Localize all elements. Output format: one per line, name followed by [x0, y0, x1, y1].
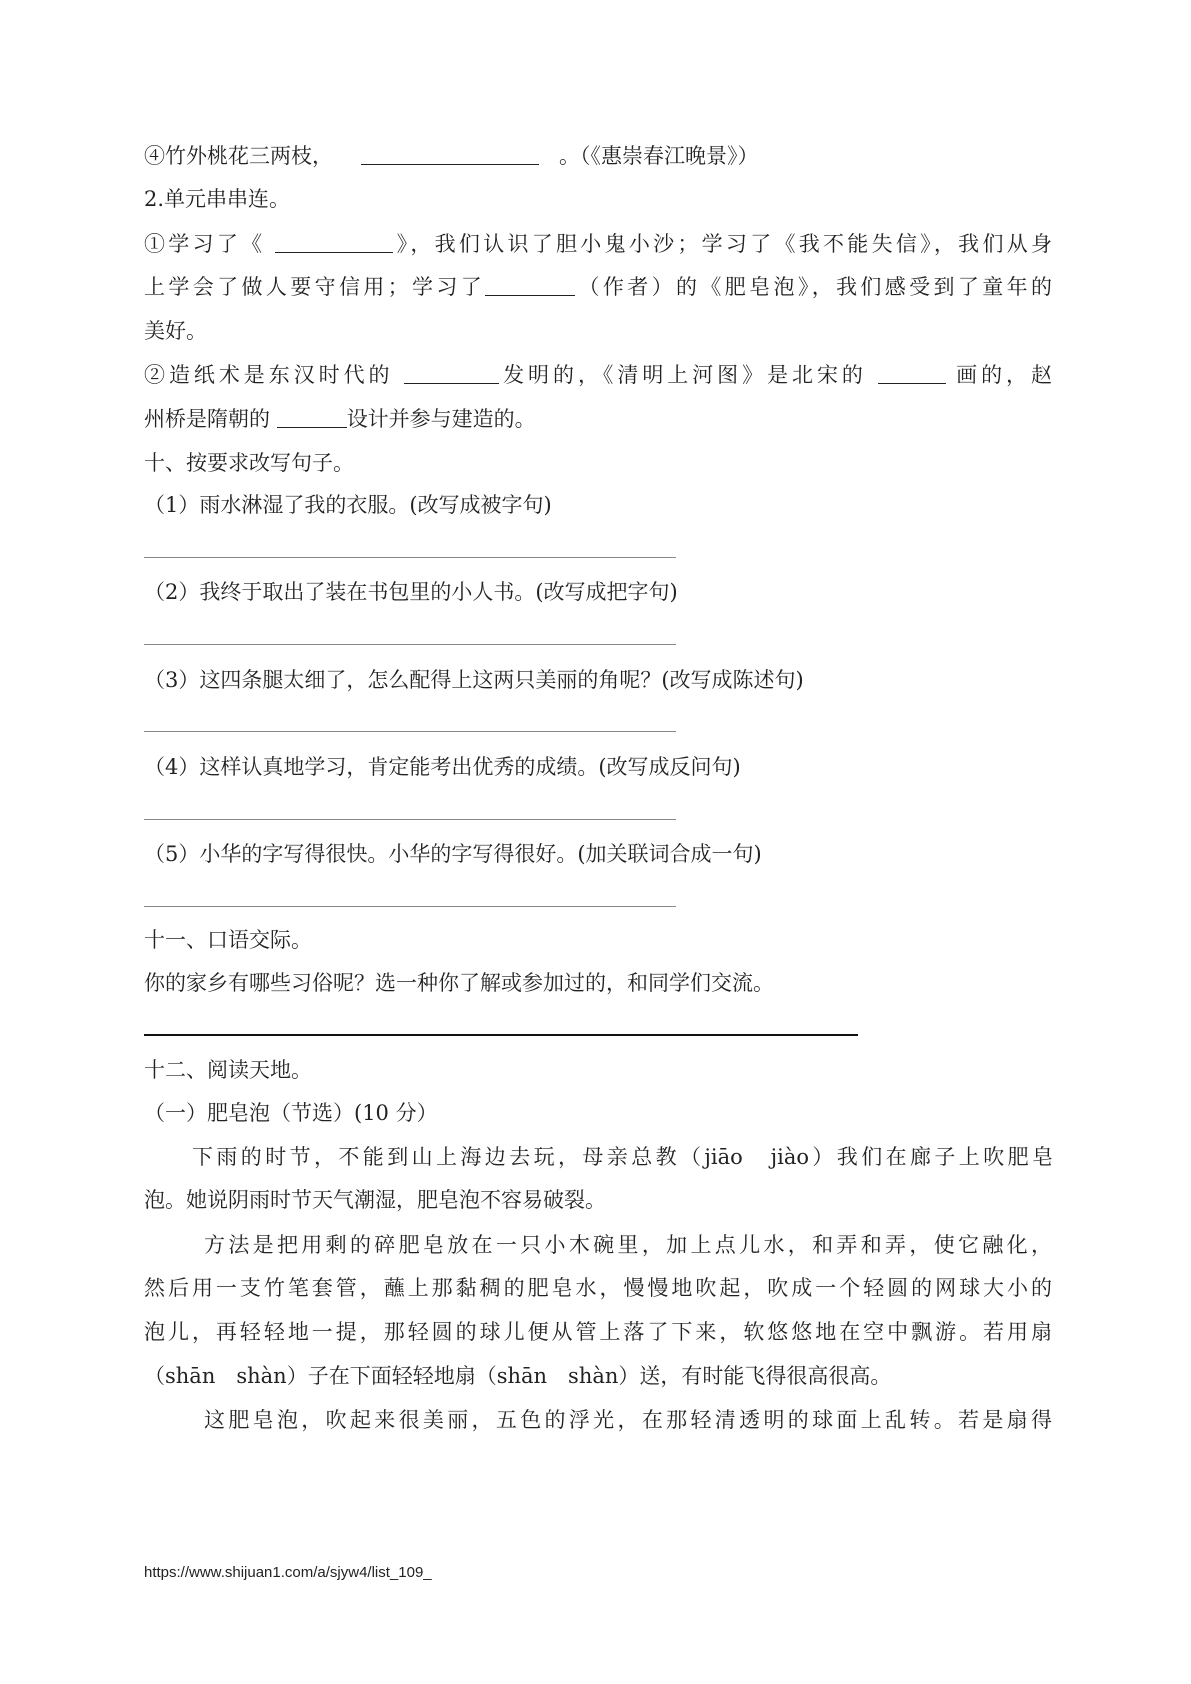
poem-answer-blank[interactable]	[361, 144, 539, 165]
rewrite-item-4: （4）这样认真地学习，肯定能考出优秀的成绩。(改写成反问句)	[144, 755, 741, 779]
oral-prompt: 你的家乡有哪些习俗呢？选一种你了解或参加过的，和同学们交流。	[144, 971, 774, 995]
author-blank[interactable]	[485, 275, 575, 296]
section-11-heading: 十一、口语交际。	[144, 928, 312, 952]
unit-q1-line-2: 上学会了做人要守信用；学习了 （作者）的《肥皂泡》，我们感受到了童年的	[144, 275, 1053, 299]
answer-line-3[interactable]	[144, 731, 676, 732]
unit-link-heading: 2.单元串串连。	[144, 187, 291, 211]
unit-q1-line-1: ①学习了《 》，我们认识了胆小鬼小沙；学习了《我不能失信》，我们从身	[144, 232, 1052, 256]
section-12-heading: 十二、阅读天地。	[144, 1058, 312, 1082]
reading-line-1: 下雨的时节，不能到山上海边去玩，母亲总教（jiāo jiào）我们在廊子上吹肥皂	[192, 1145, 1053, 1169]
poem-part-a: ④竹外桃花三两枝，	[144, 144, 333, 168]
answer-line-1[interactable]	[144, 557, 676, 558]
rewrite-item-1: （1）雨水淋湿了我的衣服。(改写成被字句)	[144, 493, 552, 517]
book-title-blank[interactable]	[275, 232, 393, 253]
answer-line-5[interactable]	[144, 906, 676, 907]
reading-line-3: 方法是把用剩的碎肥皂放在一只小木碗里，加上点儿水，和弄和弄，使它融化，	[204, 1233, 1052, 1257]
section-10-heading: 十、按要求改写句子。	[144, 451, 354, 475]
unit-q1-line-3: 美好。	[144, 319, 207, 343]
oral-answer-line[interactable]	[144, 1034, 858, 1036]
answer-line-2[interactable]	[144, 644, 676, 645]
unit-q2-line-1: ②造纸术是东汉时代的 发明的，《清明上河图》是北宋的 画的，赵	[144, 363, 1053, 387]
reading-line-4: 然后用一支竹笔套管，蘸上那黏稠的肥皂水，慢慢地吹起，吹成一个轻圆的网球大小的	[144, 1276, 1052, 1300]
poem-line	[144, 141, 759, 171]
footer-url[interactable]: https://www.shijuan1.com/a/sjyw4/list_109_	[144, 1564, 432, 1581]
reading-line-6: （shān shàn）子在下面轻轻地扇（shān shàn）送，有时能飞得很高很高。	[144, 1364, 892, 1388]
answer-line-4[interactable]	[144, 819, 676, 820]
reading-line-2: 泡。她说阴雨时节天气潮湿，肥皂泡不容易破裂。	[144, 1188, 606, 1212]
paper-inventor-blank[interactable]	[404, 363, 499, 384]
bridge-designer-blank[interactable]	[277, 407, 347, 428]
unit-q2-line-2: 州桥是隋朝的 设计并参与建造的。	[144, 407, 536, 431]
reading-subheading: （一）肥皂泡（节选）(10 分）	[144, 1101, 438, 1125]
painter-blank[interactable]	[878, 363, 946, 384]
rewrite-item-5: （5）小华的字写得很快。小华的字写得很好。(加关联词合成一句)	[144, 842, 762, 866]
rewrite-item-3: （3）这四条腿太细了，怎么配得上这两只美丽的角呢？(改写成陈述句)	[144, 668, 804, 692]
poem-part-b: 。（《惠崇春江晚景》）	[559, 144, 759, 168]
rewrite-item-2: （2）我终于取出了装在书包里的小人书。(改写成把字句)	[144, 580, 678, 604]
reading-line-5: 泡儿，再轻轻地一提，那轻圆的球儿便从管上落了下来，软悠悠地在空中飘游。若用扇	[144, 1320, 1052, 1344]
reading-line-7: 这肥皂泡，吹起来很美丽，五色的浮光，在那轻清透明的球面上乱转。若是扇得	[204, 1408, 1052, 1432]
